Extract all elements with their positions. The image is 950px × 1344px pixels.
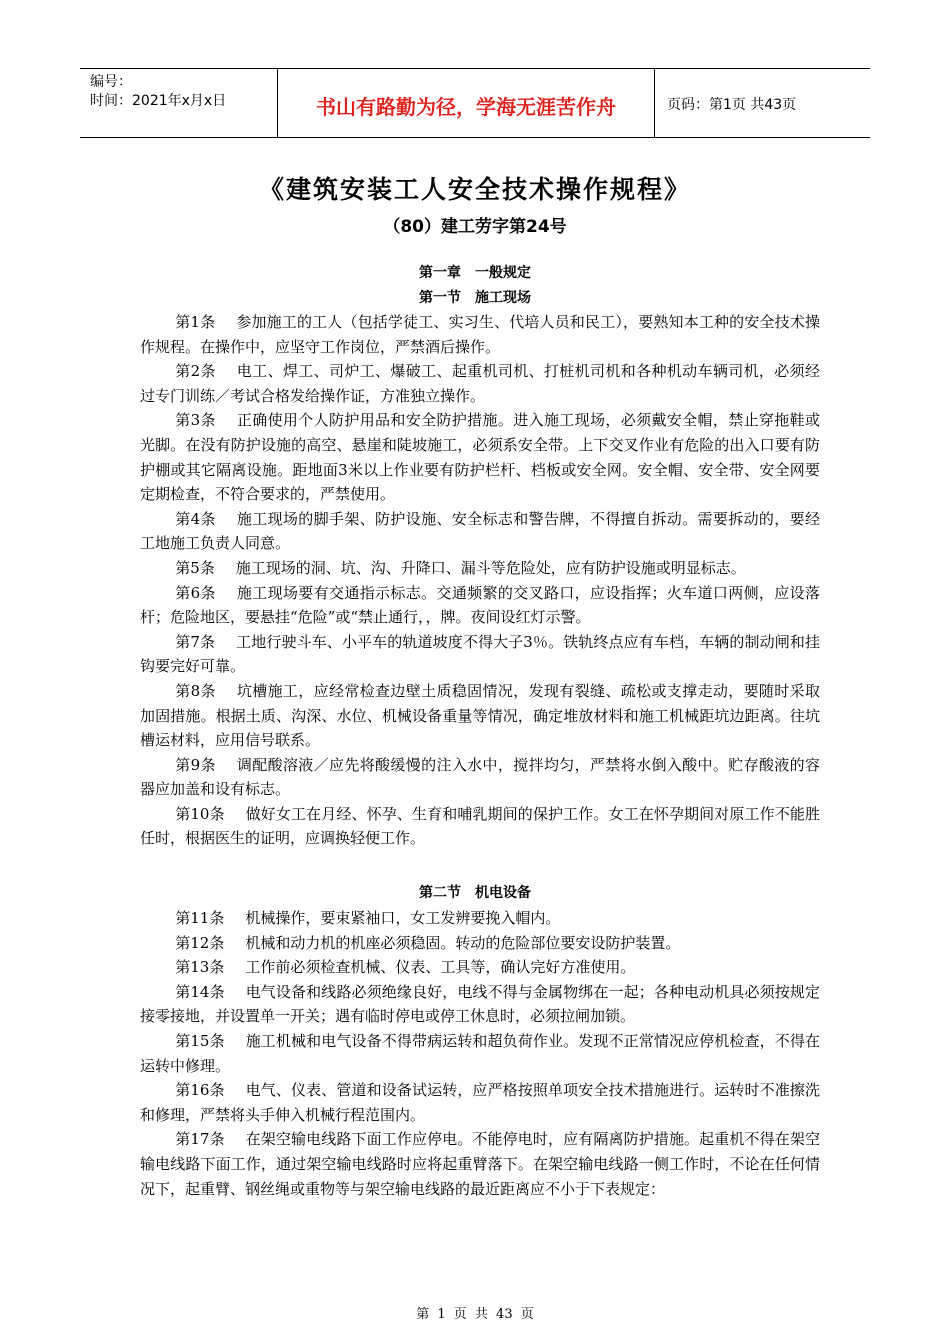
article (140, 955, 820, 980)
article-number: 第9条 (175, 755, 216, 774)
article-text: 施工现场要有交通指示标志。交通频繁的交叉路口，应设指挥；火车道口两侧，应设落杆；危险地区，要悬挂“危险”或“禁止通行，，牌。夜间设红灯示警。 (140, 583, 820, 627)
document-title: 《建筑安装工人安全技术操作规程》 (258, 175, 691, 204)
article-number: 第1条 (175, 313, 216, 331)
article-text: 正确使用个人防护用品和安全防护措施。进入施工现场，必须戴安全帽，禁止穿拖鞋或光脚。在没有防护设施的高空、悬崖和陡坡施工，必须系安全带。上下交叉作业有危险的出入口要有防护棚或其它隔离设施。距地面3米以上作业要有防护栏杆、档板或安全网。安全帽、安全带、安全网要定期检查，不符合要求的，严禁使用。 (140, 411, 820, 504)
article-number: 第16条 (175, 1081, 225, 1100)
article-text: 工作前必须检查机械、仪表、工具等，确认完好方准使用。 (245, 958, 636, 977)
page-header (80, 68, 870, 138)
article-text: 机械操作，要束紧袖口，女工发辨要挽入帽内。 (245, 909, 561, 927)
article-number: 第7条 (175, 632, 216, 651)
article (140, 408, 820, 506)
article (140, 556, 820, 581)
article-number: 第8条 (175, 681, 216, 700)
article-text: 电工、焊工、司炉工、爆破工、起重机司机、打桩机司机和各种机动车辆司机，必须经过专门训练／考试合格发给操作证，方准独立操作。 (140, 362, 820, 405)
article-text: 电气设备和线路必须绝缘良好，电线不得与金属物绑在一起；各种电动机具必须按规定接零接地，并设置单一开关；遇有临时停电或停工休息时，必须拉闸加锁。 (140, 982, 820, 1026)
chapter-heading: 第一章 一般规定 (419, 265, 531, 281)
page-footer: 第 1 页 共 43 页 (416, 1307, 534, 1322)
article-text: 电气、仪表、管道和设备试运转，应严格按照单项安全技术措施进行。运转时不准擦洗和修理，严禁将头手伸入机械行程范围内。 (140, 1081, 820, 1124)
header-motto: 书山有路勤为径，学海无涯苦作舟 (277, 69, 655, 137)
article-number: 第10条 (175, 804, 225, 823)
article-number: 第13条 (175, 958, 225, 977)
header-number: 编号： (90, 74, 132, 90)
article (140, 980, 820, 1029)
article (140, 931, 820, 956)
article-number: 第2条 (175, 362, 216, 381)
article-number: 第17条 (175, 1130, 225, 1149)
article-text: 调配酸溶液／应先将酸缓慢的注入水中，搅拌均匀，严禁将水倒入酸中。贮存酸液的容器应加盖和设有标志。 (140, 755, 820, 799)
article-text: 工地行驶斗车、小平车的轨道坡度不得大子3％。铁轨终点应有车档，车辆的制动闸和挂钩要完好可靠。 (140, 632, 820, 676)
article (140, 581, 820, 630)
article-number: 第11条 (175, 909, 225, 927)
article-text: 参加施工的工人（包括学徒工、实习生、代培人员和民工），要熟知本工种的安全技术操作规程。在操作中，应坚守工作岗位，严禁酒后操作。 (140, 313, 820, 356)
article-number: 第15条 (175, 1031, 225, 1050)
article (140, 1029, 820, 1078)
section-heading: 第二节 机电设备 (419, 885, 531, 901)
article (140, 359, 820, 408)
article (140, 906, 820, 931)
article-text: 做好女工在月经、怀孕、生育和哺乳期间的保护工作。女工在怀孕期间对原工作不能胜任时，根据医生的证明，应调换轻便工作。 (140, 804, 820, 848)
article-number: 第6条 (175, 583, 216, 602)
article-number: 第12条 (175, 933, 225, 952)
article (140, 630, 820, 679)
section-heading: 第一节 施工现场 (419, 290, 531, 306)
article (140, 1127, 820, 1201)
header-date: 时间：2021年x月x日 (90, 93, 227, 109)
article (140, 1078, 820, 1127)
article-text: 在架空输电线路下面工作应停电。不能停电时，应有隔离防护措施。起重机不得在架空输电线路下面工作，通过架空输电线路时应将起重臂落下。在架空输电线路一侧工作时，不论在任何情况下，起重臂、钢丝绳或重物等与架空输电线路的最近距离应不小于下表规定： (140, 1130, 820, 1198)
article (140, 310, 820, 359)
article-text: 施工现场的洞、坑、沟、升降口、漏斗等危险处，应有防护设施或明显标志。 (235, 558, 746, 577)
article-number: 第14条 (175, 982, 225, 1001)
article (140, 507, 820, 556)
article-text: 机械和动力机的机座必须稳固。转动的危险部位要安设防护装置。 (245, 933, 681, 952)
section2-body (140, 906, 820, 1201)
article-text: 施工现场的脚手架、防护设施、安全标志和警告牌，不得擅自拆动。需要拆动的，要经工地施工负责人同意。 (140, 509, 820, 553)
header-page-number: 页码：第1页 共43页 (667, 97, 797, 113)
section1-body (140, 310, 820, 851)
article (140, 753, 820, 802)
article-text: 坑槽施工，应经常检查边壁土质稳固情况，发现有裂缝、疏松或支撑走动，要随时采取加固措施。根据土质、沟深、水位、机械设备重量等情况，确定堆放材料和施工机械距坑边距离。往坑槽运材料，应用信号联系。 (140, 681, 820, 750)
article-number: 第5条 (175, 558, 215, 577)
article (140, 679, 820, 753)
header-meta (80, 69, 277, 137)
document-subtitle: （80）建工劳字第24号 (383, 217, 567, 237)
article-number: 第3条 (175, 411, 216, 430)
article-number: 第4条 (175, 509, 216, 528)
article-text: 施工机械和电气设备不得带病运转和超负荷作业。发现不正常情况应停机检查，不得在运转中修理。 (140, 1031, 820, 1075)
article (140, 802, 820, 851)
